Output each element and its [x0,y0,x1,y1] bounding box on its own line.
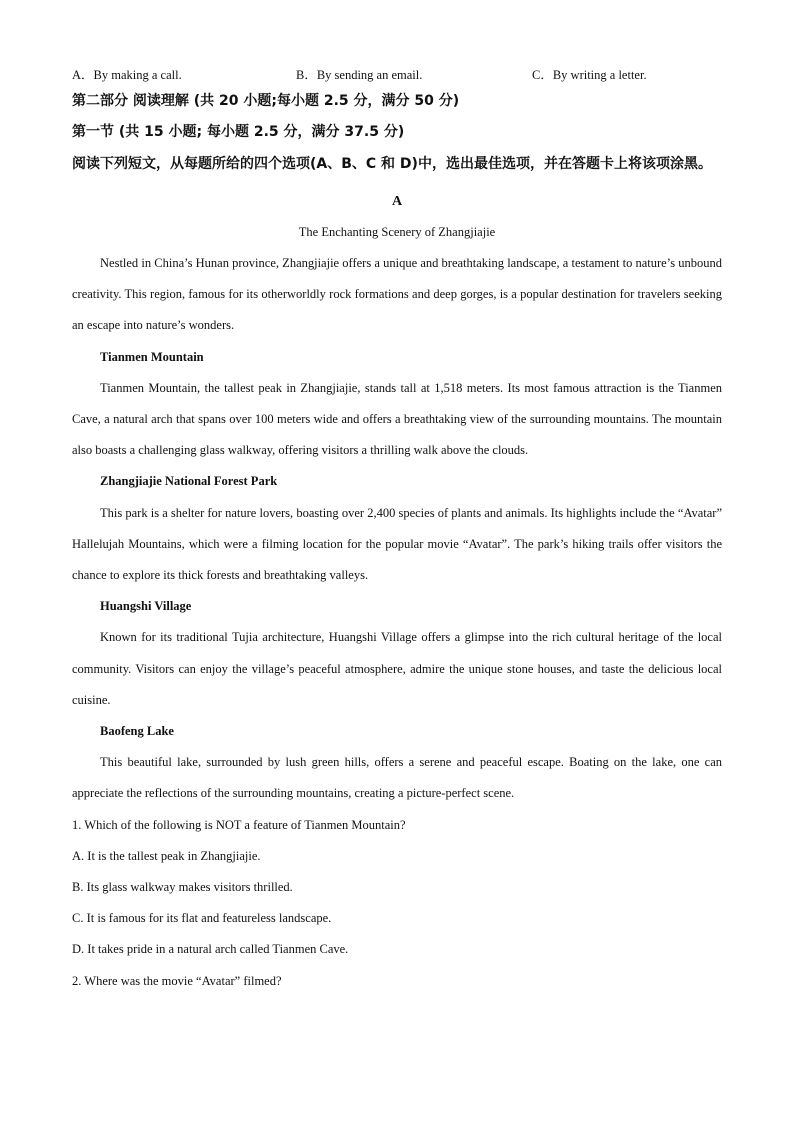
section-text-tianmen: Tianmen Mountain, the tallest peak in Zhangjiajie, stands tall at 1,518 meters. Its most famous attraction is the Tianmen Cave, a natural arch that spans over 100 meters wide and offers a breathtaking view of the surrounding mountains. The mountain also boasts a challenging glass walkway, offering visitors a thrilling walk above the clouds. [72,380,722,458]
question-1-option-b: B. Its glass walkway makes visitors thrilled. [72,880,293,895]
section-heading-tianmen: Tianmen Mountain [100,349,204,364]
reading-instructions: 阅读下列短文，从每题所给的四个选项(A、B、C 和 D)中，选出最佳选项，并在答题卡上将该项涂黑。 [72,156,712,172]
question-1-option-a: A. It is the tallest peak in Zhangjiajie. [72,848,261,863]
exam-page [72,64,722,997]
question-1-stem: 1. Which of the following is NOT a feature of Tianmen Mountain? [72,817,406,832]
part-two-header: 第二部分 阅读理解 (共 20 小题;每小题 2.5 分，满分 50 分) [72,93,460,109]
option-a: A．By making a call. [72,68,182,82]
passage-title: The Enchanting Scenery of Zhangjiajie [298,225,496,239]
option-c: C．By writing a letter. [532,68,647,82]
section-text-huangshi: Known for its traditional Tujia architecture, Huangshi Village offers a glimpse into the rich cultural heritage of the local community. Visitors can enjoy the village’s peaceful atmosphere, admire the unique stone houses, and taste the delicious local cuisine. [72,630,722,707]
section-text-forest-park: This park is a shelter for nature lovers, boasting over 2,400 species of plants and animals. Its highlights include the “Avatar” Hallelujah Mountains, which were a filming location for the popular movie “Avatar”. The park’s hiking trails offer visitors the chance to explore its thick forests and breathtaking valleys. [72,505,722,583]
question-1-option-c: C. It is famous for its flat and featureless landscape. [72,911,332,926]
section-heading-forest-park: Zhangjiajie National Forest Park [100,474,278,489]
option-b: B．By sending an email. [296,68,423,82]
passage-intro: Nestled in China’s Hunan province, Zhangjiajie offers a unique and breathtaking landscape, a testament to nature’s unbound creativity. This region, famous for its otherworldly rock formations and deep gorges, is a popular destination for travelers seeking an escape into nature’s wonders. [72,256,722,333]
section-heading-huangshi: Huangshi Village [100,599,192,614]
question-2-stem: 2. Where was the movie “Avatar” filmed? [72,973,282,988]
section-one-header: 第一节 (共 15 小题; 每小题 2.5 分，满分 37.5 分) [72,124,405,140]
section-text-baofeng: This beautiful lake, surrounded by lush green hills, offers a serene and peaceful escape. Boating on the lake, one can appreciate the reflections of the surrounding mountains, creating a picture-perfect scene. [72,755,722,801]
section-heading-baofeng: Baofeng Lake [100,724,174,739]
question-1-option-d: D. It takes pride in a natural arch called Tianmen Cave. [72,942,349,957]
passage-letter: A [391,194,403,209]
previous-question-options [72,64,722,86]
